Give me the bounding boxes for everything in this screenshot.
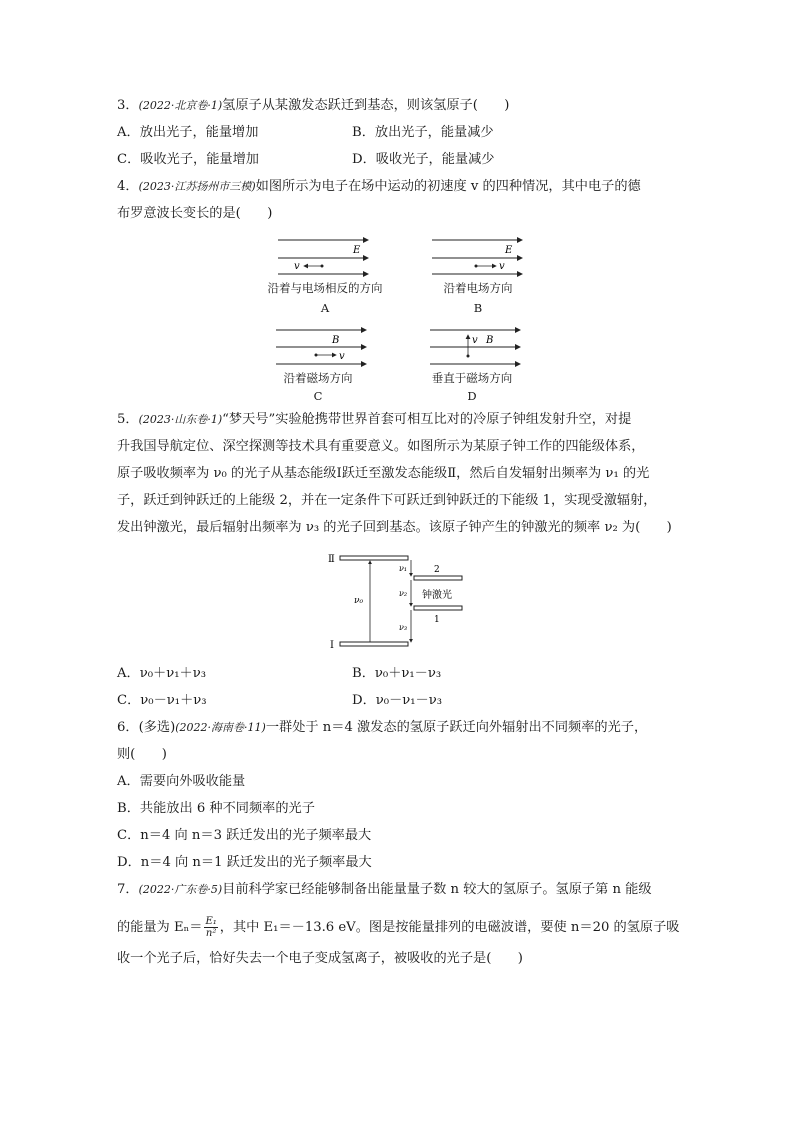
q6-tag: (多选) <box>138 720 176 735</box>
q3-stem <box>117 97 509 115</box>
q7-number: 7． <box>117 882 139 897</box>
svg-text:ν₃: ν₃ <box>399 623 408 632</box>
energy-fraction: $\frac{\text{E₁}}{\text{n²}}$ <box>205 916 217 939</box>
q3-source: (2022·北京卷·1) <box>138 99 223 112</box>
q6-stem-line1: 6．(多选)(2022·海南卷·11)一群处于 n＝4 激发态的氢原子跃迁向外辐射出不同频率的光子， <box>117 720 648 735</box>
q5-line-2: 升我国导航定位、深空探测等技术具有重要意义。如图所示为某原子钟工作的四能级体系， <box>117 439 645 454</box>
svg-text:E: E <box>353 245 361 256</box>
q5-option-b: B．ν₀＋ν₁－ν₃ <box>352 666 442 681</box>
q6-option-a: A．需要向外吸收能量 <box>117 774 246 789</box>
svg-text:B: B <box>332 335 340 346</box>
q5-line-1: 5．(2023·山东卷·1)“梦天号”实验舱携带世界首套可相互比对的冷原子钟组发射升空，对提 <box>117 412 632 427</box>
q4-label-a: A <box>320 301 330 315</box>
q5-line-4: 子，跃迁到钟跃迁的上能级 2，并在一定条件下可跃迁到钟跃迁的下能级 1，实现受激辐射， <box>117 493 657 508</box>
level-1-bar <box>414 606 462 610</box>
q5-option-d: D．ν₀－ν₁－ν₃ <box>352 693 443 708</box>
q4-stem-line2: 布罗意波长变长的是( ) <box>117 206 273 221</box>
q3-option-a: A．放出光子，能量增加 <box>117 125 259 140</box>
q5-option-a: A．ν₀＋ν₁＋ν₃ <box>117 666 207 681</box>
svg-text:Ⅰ: Ⅰ <box>330 640 334 651</box>
q4-caption-a: 沿着与电场相反的方向 <box>267 281 383 295</box>
q7-source: (2022·广东卷·5) <box>138 883 223 896</box>
q6-number: 6． <box>117 720 139 735</box>
q5-line-3: 原子吸收频率为 ν₀ 的光子从基态能级Ⅰ跃迁至激发态能级Ⅱ，然后自发辐射出频率为 ν₁ 的光 <box>117 466 650 481</box>
q3-option-d: D．吸收光子，能量减少 <box>352 152 495 167</box>
level-i-bar <box>340 642 408 646</box>
q4-stem-line1: 4．(2023·江苏扬州市三模)如图所示为电子在场中运动的初速度 v 的四种情况，其中电子的德 <box>117 179 641 194</box>
svg-text:ν₀: ν₀ <box>354 596 364 606</box>
q4-caption-b: 沿着电场方向 <box>443 281 513 295</box>
q4-caption-c: 沿着磁场方向 <box>283 371 353 385</box>
q4-figure-d <box>422 323 532 369</box>
q5-line-5: 发出钟激光，最后辐射出频率为 ν₃ 的光子回到基态。该原子钟产生的钟激光的频率 ν₂ 为( ) <box>117 520 672 535</box>
q4-label-d: D <box>467 389 477 403</box>
q6-stem-line2: 则( ) <box>117 747 167 762</box>
q7-line-1: 7．(2022·广东卷·5)目前科学家已经能够制备出能量量子数 n 较大的氢原子。氢原子第 n 能级 <box>117 882 652 897</box>
q7-line-2: 的能量为 Eₙ＝ $\frac{\text{E₁}}{\text{n²}}$ ，其中 E₁＝－13.6 eV。图是按能量排列的电磁波谱，要使 n＝20 的氢原子吸 <box>117 916 680 939</box>
svg-text:v: v <box>472 335 478 346</box>
q5-energy-level-diagram <box>322 548 472 654</box>
q4-figure-b <box>424 232 534 280</box>
q3-option-b: B．放出光子，能量减少 <box>352 125 494 140</box>
q5-number: 5． <box>117 412 139 427</box>
level-ii-bar <box>340 556 408 560</box>
q3-option-c: C．吸收光子，能量增加 <box>117 152 259 167</box>
level-2-bar <box>414 576 462 580</box>
svg-text:ν₁: ν₁ <box>399 564 408 573</box>
q4-figure-a <box>270 232 380 280</box>
q3-number: 3． <box>117 98 139 113</box>
q6-option-c: C．n＝4 向 n＝3 跃迁发出的光子频率最大 <box>117 828 372 843</box>
q4-caption-d: 垂直于磁场方向 <box>431 371 513 385</box>
svg-text:E: E <box>505 245 513 256</box>
svg-text:Ⅱ: Ⅱ <box>328 554 335 565</box>
svg-text:ν₂: ν₂ <box>399 589 408 598</box>
q6-option-d: D．n＝4 向 n＝1 跃迁发出的光子频率最大 <box>117 855 372 870</box>
q6-option-b: B．共能放出 6 种不同频率的光子 <box>117 801 315 816</box>
q7-line-3: 收一个光子后，恰好失去一个电子变成氢离子，被吸收的光子是( ) <box>117 951 523 966</box>
q3-text: 氢原子从某激发态跃迁到基态，则该氢原子( ) <box>222 98 510 113</box>
svg-text:钟激光: 钟激光 <box>422 590 452 601</box>
svg-text:v: v <box>499 261 505 272</box>
q5-option-c: C．ν₀－ν₁＋ν₃ <box>117 693 207 708</box>
q4-source: (2023·江苏扬州市三模) <box>138 180 256 193</box>
svg-text:2: 2 <box>434 565 440 575</box>
q4-number: 4． <box>117 179 139 194</box>
q4-label-b: B <box>473 301 483 315</box>
q5-source: (2023·山东卷·1) <box>138 413 223 426</box>
q4-label-c: C <box>313 389 323 403</box>
svg-text:1: 1 <box>434 615 440 625</box>
q4-figure-c <box>268 323 378 369</box>
q6-source: (2022·海南卷·11) <box>175 721 266 734</box>
svg-text:v: v <box>339 351 345 362</box>
svg-text:v: v <box>294 261 300 272</box>
svg-text:B: B <box>486 335 494 346</box>
